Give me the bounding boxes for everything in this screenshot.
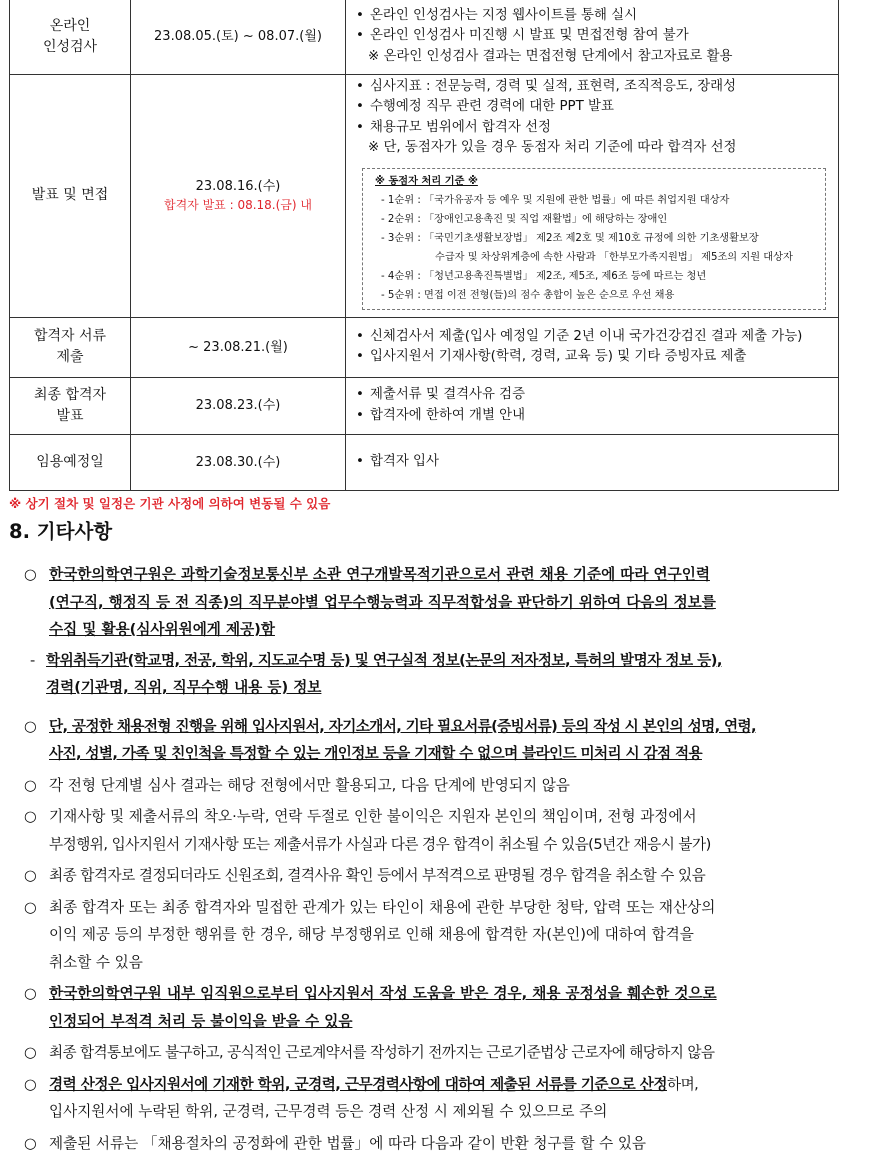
circle-marker: ○ <box>24 776 37 794</box>
notice-item: ○ 최종 합격자 또는 최종 합격자와 밀접한 관계가 있는 타인이 채용에 관한 부당한 청탁, 압력 또는 재산상의 이익 제공 등의 부정한 행위를 한 경우, 해당 부정행위로 인해 채용에 합격한 자(본인)에 대하여 합격을 취소할 수 있음 <box>24 894 862 977</box>
schedule-row-interview <box>10 75 839 318</box>
tiebreak-row: - 3순위 : 「국민기초생활보장법」 제2조 제2호 및 제10호 규정에 의한 기초생활보장 <box>381 232 759 244</box>
date-cell <box>131 434 346 490</box>
date-cell <box>131 317 346 377</box>
detail-note: ※ 단, 동점자가 있을 경우 동점자 처리 기준에 따라 합격자 선정 <box>368 140 737 156</box>
stage-cell <box>10 377 131 434</box>
bullet-glyph: • <box>356 99 364 115</box>
notice-item: ○ 최종 합격통보에도 불구하고, 공식적인 근로계약서를 작성하기 전까지는 근로기준법상 근로자에 해당하지 않음 <box>24 1039 862 1067</box>
detail-cell <box>346 434 839 490</box>
circle-marker: ○ <box>24 717 37 735</box>
circle-marker: ○ <box>24 1075 37 1093</box>
tiebreak-row: - 5순위 : 면접 이전 전형(들)의 점수 총합이 높은 순으로 우선 채용 <box>381 289 675 301</box>
detail-bullet: • 합격자 입사 <box>356 452 830 472</box>
detail-bullet: • 신체검사서 제출(입사 예정일 기준 2년 이내 국가건강검진 결과 제출 가능) <box>356 327 830 347</box>
circle-marker: ○ <box>24 808 37 825</box>
stage-date: 23.08.16.(수) <box>195 178 281 194</box>
bullet-glyph: • <box>356 28 364 44</box>
notice-item: ○ 각 전형 단계별 심사 결과는 해당 전형에서만 활용되고, 다음 단계에 반영되지 않음 <box>24 772 862 800</box>
stage-cell <box>10 0 131 75</box>
stage-label: 제출 <box>56 349 84 366</box>
stage-cell <box>10 75 131 318</box>
notice-item: ○ 한국한의학연구원 내부 임직원으로부터 입사지원서 작성 도움을 받은 경우, 채용 공정성을 훼손한 것으로 인정되어 부적격 처리 등 불이익을 받을 수 있음 <box>24 980 862 1035</box>
dash-marker: - <box>30 651 36 669</box>
detail-cell <box>346 317 839 377</box>
detail-bullet: • 채용규모 범위에서 합격자 선정 <box>356 118 830 138</box>
date-cell <box>131 75 346 318</box>
bullet-glyph: • <box>356 387 364 403</box>
detail-bullet: • 온라인 인성검사 미진행 시 발표 및 면접전형 참여 불가 <box>356 26 830 46</box>
bullet-glyph: • <box>356 79 364 94</box>
circle-marker: ○ <box>24 1134 37 1152</box>
notice-item: ○ 경력 산정은 입사지원서에 기재한 학위, 군경력, 근무경력사항에 대하여 제출된 서류를 기준으로 산정하며, 입사지원서에 누락된 학위, 군경력, 근무경력 등은 경력 산정 시 제외될 수 있으므로 주의 <box>24 1071 862 1126</box>
date-cell <box>131 377 346 434</box>
circle-marker: ○ <box>24 1044 37 1061</box>
circle-marker: ○ <box>24 898 37 916</box>
detail-cell <box>346 377 839 434</box>
bullet-glyph: • <box>356 7 364 23</box>
tiebreak-row: - 4순위 : 「청년고용촉진특별법」 제2조, 제5조, 제6조 등에 따르는 청년 <box>381 270 707 282</box>
stage-date: 23.08.05.(토) ~ 08.07.(월) <box>154 29 322 44</box>
tiebreak-title: ※ 동점자 처리 기준 ※ <box>375 175 478 187</box>
tiebreak-row: - 2순위 : 「장애인고용촉진 및 직업 재활법」에 해당하는 장애인 <box>381 213 668 225</box>
stage-date: 23.08.23.(수) <box>195 398 281 414</box>
section-title: 8. 기타사항 <box>9 520 113 543</box>
detail-note: ※ 온라인 인성검사 결과는 면접전형 단계에서 참고자료로 활용 <box>368 48 733 64</box>
schedule-row-personality-test <box>10 0 839 75</box>
bullet-glyph: • <box>356 119 364 135</box>
tiebreak-row-continued: 수급자 및 차상위계층에 속한 사람과 「한부모가족지원법」 제5조의 지원 대상자 <box>435 251 793 263</box>
stage-label: 합격자 서류 <box>33 328 107 345</box>
circle-marker: ○ <box>24 867 37 884</box>
bullet-glyph: • <box>356 453 364 469</box>
stage-date: 23.08.30.(수) <box>195 454 281 470</box>
stage-label: 인성검사 <box>42 38 98 55</box>
schedule-table <box>9 0 839 491</box>
circle-marker: ○ <box>24 985 37 1002</box>
notice-item: ○ 기재사항 및 제출서류의 착오·누락, 연락 두절로 인한 불이익은 지원자 본인의 책임이며, 전형 과정에서 부정행위, 입사지원서 기재사항 또는 제출서류가 사실과 다른 경우 합격이 취소될 수 있음(5년간 재응시 불가) <box>24 803 862 858</box>
detail-bullet: • 수행예정 직무 관련 경력에 대한 PPT 발표 <box>356 97 830 117</box>
notice-item: ○ 한국한의학연구원은 과학기술정보통신부 소관 연구개발목적기관으로서 관련 채용 기준에 따라 연구인력 (연구직, 행정직 등 전 직종)의 직무분야별 업무수행능력과 직무적합성을 판단하기 위하여 다음의 정보를 수집 및 활용(심사위원에게 제공)함 <box>24 561 862 644</box>
stage-cell <box>10 317 131 377</box>
bullet-glyph: • <box>356 328 364 344</box>
schedule-row-final-result <box>10 377 839 434</box>
stage-label: 임용예정일 <box>36 453 104 470</box>
announcement-date: 합격자 발표 : 08.18.(금) 내 <box>164 197 312 212</box>
notice-list <box>24 561 862 1157</box>
stage-label: 온라인 <box>49 17 91 34</box>
schedule-row-appointment <box>10 434 839 490</box>
stage-label: 발표 및 면접 <box>31 187 109 204</box>
notice-item: ○ 단, 공정한 채용전형 진행을 위해 입사지원서, 자기소개서, 기타 필요서류(증빙서류) 등의 작성 시 본인의 성명, 연령, 사진, 성별, 가족 및 친인척을 특정할 수 있는 개인정보 등을 기재할 수 없으며 블라인드 미처리 시 감점 적용 <box>24 713 862 768</box>
stage-cell <box>10 434 131 490</box>
detail-cell <box>346 75 839 318</box>
detail-bullet: • 입사지원서 기재사항(학력, 경력, 교육 등) 및 기타 증빙자료 제출 <box>356 347 830 367</box>
date-cell <box>131 0 346 75</box>
stage-date: ~ 23.08.21.(월) <box>188 339 288 355</box>
circle-marker: ○ <box>24 566 37 583</box>
schedule-row-documents <box>10 317 839 377</box>
notice-item: ○ 제출된 서류는 「채용절차의 공정화에 관한 법률」에 따라 다음과 같이 반환 청구를 할 수 있음 <box>24 1130 862 1158</box>
stage-label: 최종 합격자 <box>33 386 107 403</box>
tiebreak-row: - 1순위 : 「국가유공자 등 예우 및 지원에 관한 법률」에 따른 취업지원 대상자 <box>381 194 730 206</box>
detail-bullet: • 합격자에 한하여 개별 안내 <box>356 406 830 426</box>
notice-subitem: - 학위취득기관(학교명, 전공, 학위, 지도교수명 등) 및 연구실적 정보(논문의 저자정보, 특허의 발명자 정보 등), 경력(기관명, 직위, 직무수행 내용 등) 정보 <box>24 647 862 702</box>
tiebreak-criteria-box <box>362 168 826 310</box>
notice-item: ○ 최종 합격자로 결정되더라도 신원조회, 결격사유 확인 등에서 부적격으로 판명될 경우 합격을 취소할 수 있음 <box>24 862 862 890</box>
schedule-footnote: ※ 상기 절차 및 일정은 기관 사정에 의하여 변동될 수 있음 <box>9 496 331 511</box>
bullet-glyph: • <box>356 349 364 365</box>
detail-bullet: • 제출서류 및 결격사유 검증 <box>356 385 830 405</box>
stage-label: 발표 <box>56 407 84 424</box>
bullet-glyph: • <box>356 407 364 423</box>
detail-bullet: • 심사지표 : 전문능력, 경력 및 실적, 표현력, 조직적응도, 장래성 <box>356 77 830 97</box>
detail-cell <box>346 0 839 75</box>
detail-bullet: • 온라인 인성검사는 지정 웹사이트를 통해 실시 <box>356 6 830 26</box>
